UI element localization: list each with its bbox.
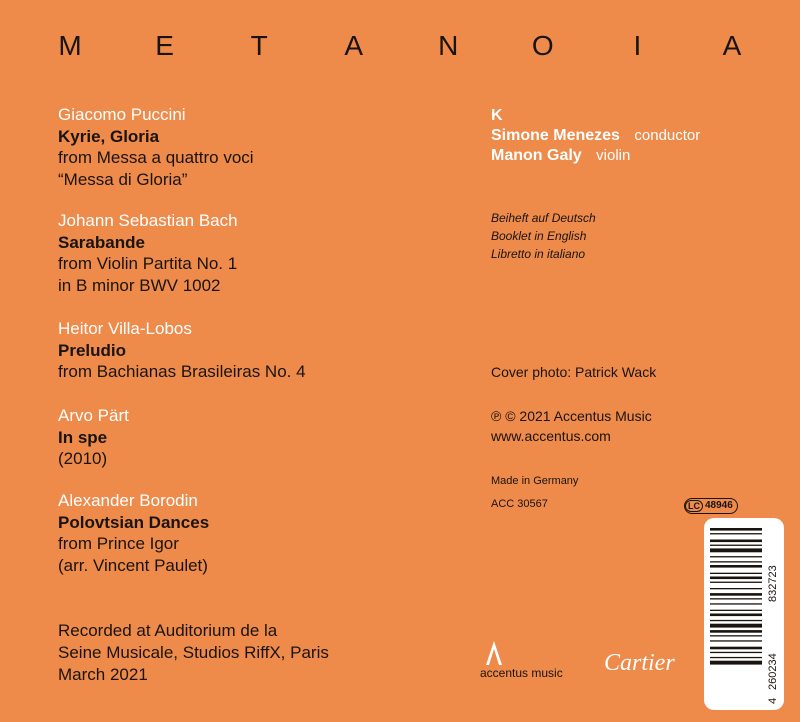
- barcode-bar: [710, 647, 762, 650]
- barcode-digits-group2: 832723: [767, 565, 779, 602]
- album-title: [56, 30, 746, 62]
- label-code-prefix: LC: [685, 500, 703, 512]
- barcode-bar: [710, 640, 762, 641]
- title-letter: E: [155, 30, 174, 61]
- booklet-line: Beiheft auf Deutsch: [491, 211, 596, 225]
- composer-name: Giacomo Puccini: [58, 105, 186, 124]
- barcode-bar: [710, 556, 762, 557]
- sponsor-logo: Cartier: [604, 650, 675, 676]
- work-bach: [58, 210, 238, 296]
- title-letter: A: [344, 30, 364, 61]
- barcode-graphic: [704, 518, 784, 710]
- recording-line: Recorded at Auditorium de la: [58, 621, 278, 640]
- barcode-bar: [710, 573, 762, 574]
- work-part: [58, 405, 129, 470]
- barcode-bar: [710, 614, 762, 617]
- barcode-bar: [710, 598, 762, 599]
- cover-photo-credit: Cover photo: Patrick Wack: [491, 364, 657, 380]
- title-letter: N: [438, 30, 459, 61]
- barcode: [704, 518, 784, 710]
- soloist-role: violin: [596, 147, 631, 164]
- work-villa-lobos: [58, 318, 306, 383]
- accentus-mark-icon: [484, 640, 504, 666]
- work-puccini: [58, 104, 254, 190]
- work-borodin: [58, 490, 209, 576]
- barcode-bar: [710, 533, 762, 534]
- barcode-bar: [710, 630, 762, 633]
- label-code: [684, 498, 738, 514]
- piece-detail: “Messa di Gloria”: [58, 169, 188, 189]
- title-letter: O: [531, 30, 554, 61]
- piece-detail: from Violin Partita No. 1: [58, 254, 238, 273]
- barcode-bar: [710, 593, 762, 596]
- barcode-bar: [710, 540, 762, 543]
- piece-detail: in B minor BWV 1002: [58, 275, 221, 295]
- barcode-bar: [710, 657, 762, 658]
- copyright: ℗ © 2021 Accentus Music: [491, 408, 652, 424]
- barcode-bar: [710, 528, 762, 531]
- barcode-bar: [710, 577, 762, 580]
- title-letter: T: [250, 30, 268, 61]
- piece-detail: (2010): [58, 449, 108, 468]
- booklet-languages: [491, 209, 596, 263]
- label-code-number: 48946: [705, 500, 733, 511]
- performers: [491, 106, 700, 166]
- barcode-digits-group1: 260234: [767, 653, 779, 690]
- composer-name: Heitor Villa-Lobos: [58, 319, 192, 338]
- composer-name: Alexander Borodin: [58, 491, 198, 510]
- barcode-bar: [710, 565, 762, 568]
- title-letter: M: [58, 30, 82, 61]
- barcode-bar: [710, 610, 762, 611]
- piece-title: Sarabande: [58, 232, 145, 252]
- title-letter: I: [633, 30, 642, 61]
- barcode-bar: [710, 561, 762, 562]
- barcode-bar: [710, 661, 762, 665]
- made-in: Made in Germany: [491, 475, 579, 487]
- piece-detail: from Messa a quattro voci: [58, 148, 254, 167]
- recording-line: Seine Musicale, Studios RiffX, Paris: [58, 643, 329, 662]
- piece-detail: from Prince Igor: [58, 534, 179, 553]
- barcode-bar: [710, 603, 762, 604]
- catalog-number: ACC 30567: [491, 498, 548, 510]
- recording-info: [58, 620, 329, 686]
- ensemble-name: K: [491, 107, 503, 124]
- booklet-line: Libretto in italiano: [491, 247, 586, 261]
- website: www.accentus.com: [491, 428, 611, 444]
- piece-title: Polovtsian Dances: [58, 512, 210, 532]
- recording-line: March 2021: [58, 665, 148, 684]
- barcode-bar: [710, 624, 762, 628]
- conductor-name: Simone Menezes: [491, 127, 620, 144]
- barcode-bar: [710, 545, 762, 546]
- composer-name: Arvo Pärt: [58, 406, 129, 425]
- barcode-bar: [710, 548, 762, 552]
- soloist-name: Manon Galy: [491, 147, 582, 164]
- barcode-bar: [710, 652, 762, 653]
- conductor-role: conductor: [634, 127, 701, 144]
- barcode-bar: [710, 620, 762, 621]
- piece-detail: (arr. Vincent Paulet): [58, 555, 208, 575]
- title-letter: A: [722, 30, 742, 61]
- barcode-bar: [710, 582, 762, 583]
- barcode-bar: [710, 635, 762, 636]
- piece-title: In spe: [58, 427, 108, 447]
- piece-detail: from Bachianas Brasileiras No. 4: [58, 362, 306, 381]
- piece-title: Preludio: [58, 340, 127, 360]
- composer-name: Johann Sebastian Bach: [58, 211, 238, 230]
- barcode-digit-first: 4: [767, 697, 779, 704]
- piece-title: Kyrie, Gloria: [58, 126, 160, 146]
- booklet-line: Booklet in English: [491, 229, 587, 243]
- accentus-wordmark: accentus music: [480, 666, 563, 680]
- barcode-bar: [710, 588, 762, 589]
